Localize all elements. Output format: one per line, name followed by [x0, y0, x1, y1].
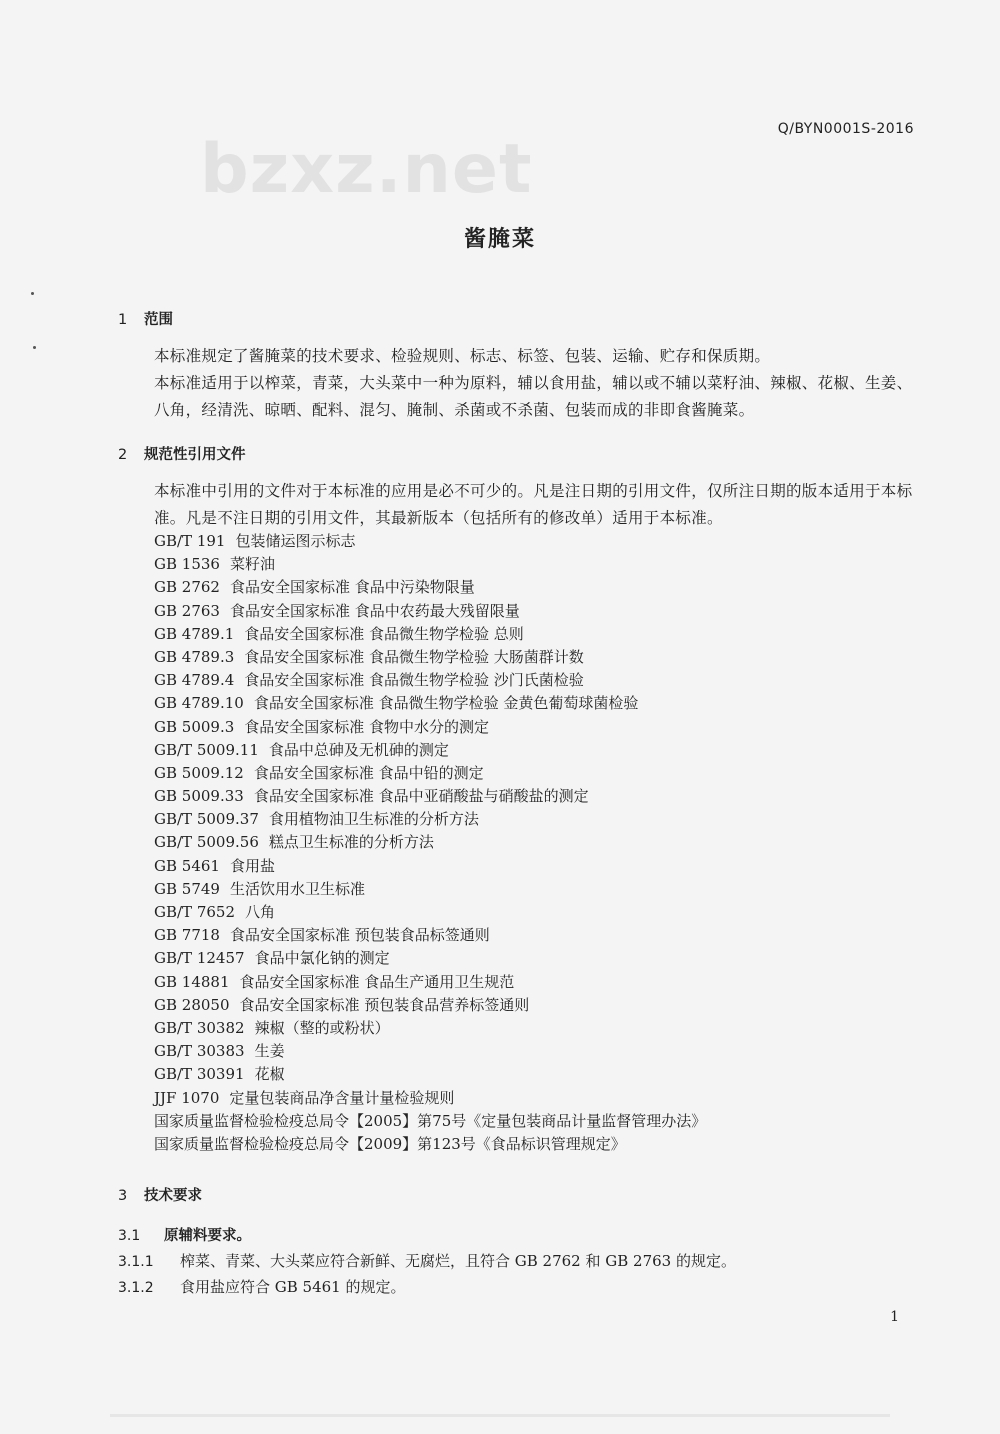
reference-code: GB 5461	[154, 856, 220, 875]
reference-name: 食品安全国家标准 食品中铅的测定	[253, 763, 484, 782]
section-title: 技术要求	[144, 1188, 202, 1204]
reference-code: GB/T 30391	[154, 1065, 245, 1084]
reference-name: 辣椒（整的或粉状）	[254, 1018, 390, 1037]
reference-list	[154, 530, 706, 1156]
scan-footer-strip	[110, 1414, 890, 1417]
reference-item	[154, 1063, 706, 1086]
reference-code: JJF 1070	[154, 1088, 220, 1107]
reference-name: 食品安全国家标准 食品中农药最大残留限量	[229, 601, 520, 620]
reference-name: 包装储运图示标志	[235, 532, 356, 550]
section-title: 规范性引用文件	[144, 447, 246, 463]
reference-name: 食品中总砷及无机砷的测定	[268, 740, 449, 759]
reference-item	[154, 623, 706, 646]
reference-name: 食品安全国家标准 食品中亚硝酸盐与硝酸盐的测定	[253, 787, 589, 806]
scan-speck	[33, 346, 36, 349]
reference-code: GB/T 5009.37	[154, 810, 259, 829]
reference-code: GB 4789.10	[154, 694, 244, 713]
reference-item	[154, 553, 706, 576]
reference-name: 食品安全国家标准 预包装食品标签通则	[229, 926, 490, 945]
reference-name: 食品中氯化钠的测定	[254, 949, 390, 968]
reference-name: 食用盐	[229, 856, 275, 875]
reference-code: GB/T 30383	[154, 1042, 245, 1061]
reference-code: GB/T 30382	[154, 1018, 245, 1037]
reference-item	[154, 646, 706, 669]
watermark: bzxz.net	[200, 130, 533, 209]
reference-item	[154, 762, 706, 785]
section-heading-3	[118, 1184, 202, 1205]
reference-name: 定量包装商品净含量计量检验规则	[229, 1088, 455, 1107]
reference-item	[154, 924, 706, 947]
reference-name: 食品安全国家标准 食物中水分的测定	[244, 717, 490, 736]
scope-paragraph-1	[118, 343, 918, 370]
reference-code: GB/T 5009.56	[154, 833, 259, 852]
reference-name: 食品安全国家标准 食品微生物学检验 大肠菌群计数	[244, 647, 584, 666]
clause-3-1-2	[118, 1276, 406, 1297]
reference-code: GB 28050	[154, 995, 230, 1014]
reference-name: 国家质量监督检验检疫总局令【2009】第123号《食品标识管理规定》	[154, 1134, 626, 1153]
scan-speck	[31, 292, 34, 295]
paragraph-text: 本标准适用于以榨菜，青菜，大头菜中一种为原料，辅以食用盐，辅以或不辅以菜籽油、辣椒、花椒、生姜、八角，经清洗、晾晒、配料、混匀、腌制、杀菌或不杀菌、包装而成的非即食酱腌菜。	[154, 374, 913, 419]
reference-name: 食品安全国家标准 食品中污染物限量	[229, 578, 475, 597]
reference-code: GB/T 7652	[154, 903, 236, 921]
reference-code: GB 2762	[154, 578, 220, 597]
reference-name: 食品安全国家标准 食品微生物学检验 沙门氏菌检验	[244, 671, 584, 690]
document-code: Q/BYN0001S-2016	[777, 121, 914, 137]
clause-text: 榨菜、青菜、大头菜应符合新鲜、无腐烂，且符合 GB 2762 和 GB 2763 的规定。	[180, 1252, 736, 1270]
reference-code: GB 14881	[154, 972, 230, 991]
reference-name: 生活饮用水卫生标准	[229, 879, 365, 898]
reference-name: 食品安全国家标准 食品生产通用卫生规范	[239, 972, 515, 991]
section-number: 3	[118, 1188, 128, 1204]
section-heading-1	[118, 308, 173, 329]
reference-item	[154, 576, 706, 599]
reference-code: GB 4789.1	[154, 624, 235, 643]
reference-code: GB 4789.4	[154, 671, 235, 690]
clause-3-1	[118, 1224, 251, 1245]
reference-item	[154, 530, 706, 553]
reference-code: GB/T 191	[154, 532, 226, 550]
references-intro	[118, 478, 918, 532]
clause-text: 食用盐应符合 GB 5461 的规定。	[180, 1278, 406, 1296]
paragraph-text: 本标准规定了酱腌菜的技术要求、检验规则、标志、标签、包装、运输、贮存和保质期。	[154, 347, 771, 365]
reference-code: GB 4789.3	[154, 647, 235, 666]
reference-code: GB 1536	[154, 555, 220, 574]
scope-paragraph-2	[118, 370, 918, 424]
section-number: 1	[118, 312, 128, 328]
clause-number: 3.1	[118, 1228, 141, 1244]
reference-code: GB 2763	[154, 601, 220, 620]
reference-item	[154, 1133, 706, 1156]
reference-code: GB 5009.12	[154, 763, 244, 782]
reference-item	[154, 971, 706, 994]
reference-item	[154, 785, 706, 808]
clause-3-1-1	[118, 1250, 736, 1271]
clause-text: 原辅料要求。	[164, 1228, 251, 1244]
reference-item	[154, 600, 706, 623]
reference-code: GB 5009.33	[154, 787, 244, 806]
reference-code: GB/T 12457	[154, 949, 245, 968]
reference-name: 生姜	[254, 1042, 285, 1061]
reference-name: 食品安全国家标准 食品微生物学检验 总则	[244, 624, 524, 643]
reference-name: 菜籽油	[229, 555, 275, 574]
section-number: 2	[118, 447, 128, 463]
clause-number: 3.1.2	[118, 1280, 154, 1296]
reference-code: GB 7718	[154, 926, 220, 945]
reference-name: 国家质量监督检验检疫总局令【2005】第75号《定量包装商品计量监督管理办法》	[154, 1111, 707, 1130]
reference-item	[154, 1110, 706, 1133]
reference-item	[154, 994, 706, 1017]
section-title: 范围	[144, 312, 173, 328]
reference-name: 食品安全国家标准 预包装食品营养标签通则	[239, 995, 530, 1014]
page-number: 1	[890, 1309, 899, 1325]
paragraph-text: 本标准中引用的文件对于本标准的应用是必不可少的。凡是注日期的引用文件，仅所注日期的版本适用于本标准。凡是不注日期的引用文件，其最新版本（包括所有的修改单）适用于本标准。	[154, 482, 913, 527]
reference-item	[154, 739, 706, 762]
reference-item	[154, 831, 706, 854]
reference-name: 糕点卫生标准的分析方法	[268, 833, 434, 852]
reference-item	[154, 1040, 706, 1063]
document-title: 酱腌菜	[463, 227, 536, 252]
reference-item	[154, 808, 706, 831]
reference-item	[154, 716, 706, 739]
reference-item	[154, 878, 706, 901]
reference-item	[154, 1087, 706, 1110]
section-heading-2	[118, 443, 246, 464]
reference-name: 八角	[245, 903, 276, 921]
reference-code: GB/T 5009.11	[154, 740, 259, 759]
reference-name: 花椒	[254, 1065, 285, 1084]
reference-item	[154, 947, 706, 970]
reference-item	[154, 855, 706, 878]
reference-item	[154, 669, 706, 692]
reference-item	[154, 1017, 706, 1040]
reference-name: 食品安全国家标准 食品微生物学检验 金黄色葡萄球菌检验	[253, 694, 639, 713]
reference-item	[154, 901, 706, 924]
clause-number: 3.1.1	[118, 1254, 154, 1270]
reference-code: GB 5749	[154, 879, 220, 898]
reference-item	[154, 692, 706, 715]
reference-code: GB 5009.3	[154, 717, 235, 736]
reference-name: 食用植物油卫生标准的分析方法	[268, 810, 479, 829]
